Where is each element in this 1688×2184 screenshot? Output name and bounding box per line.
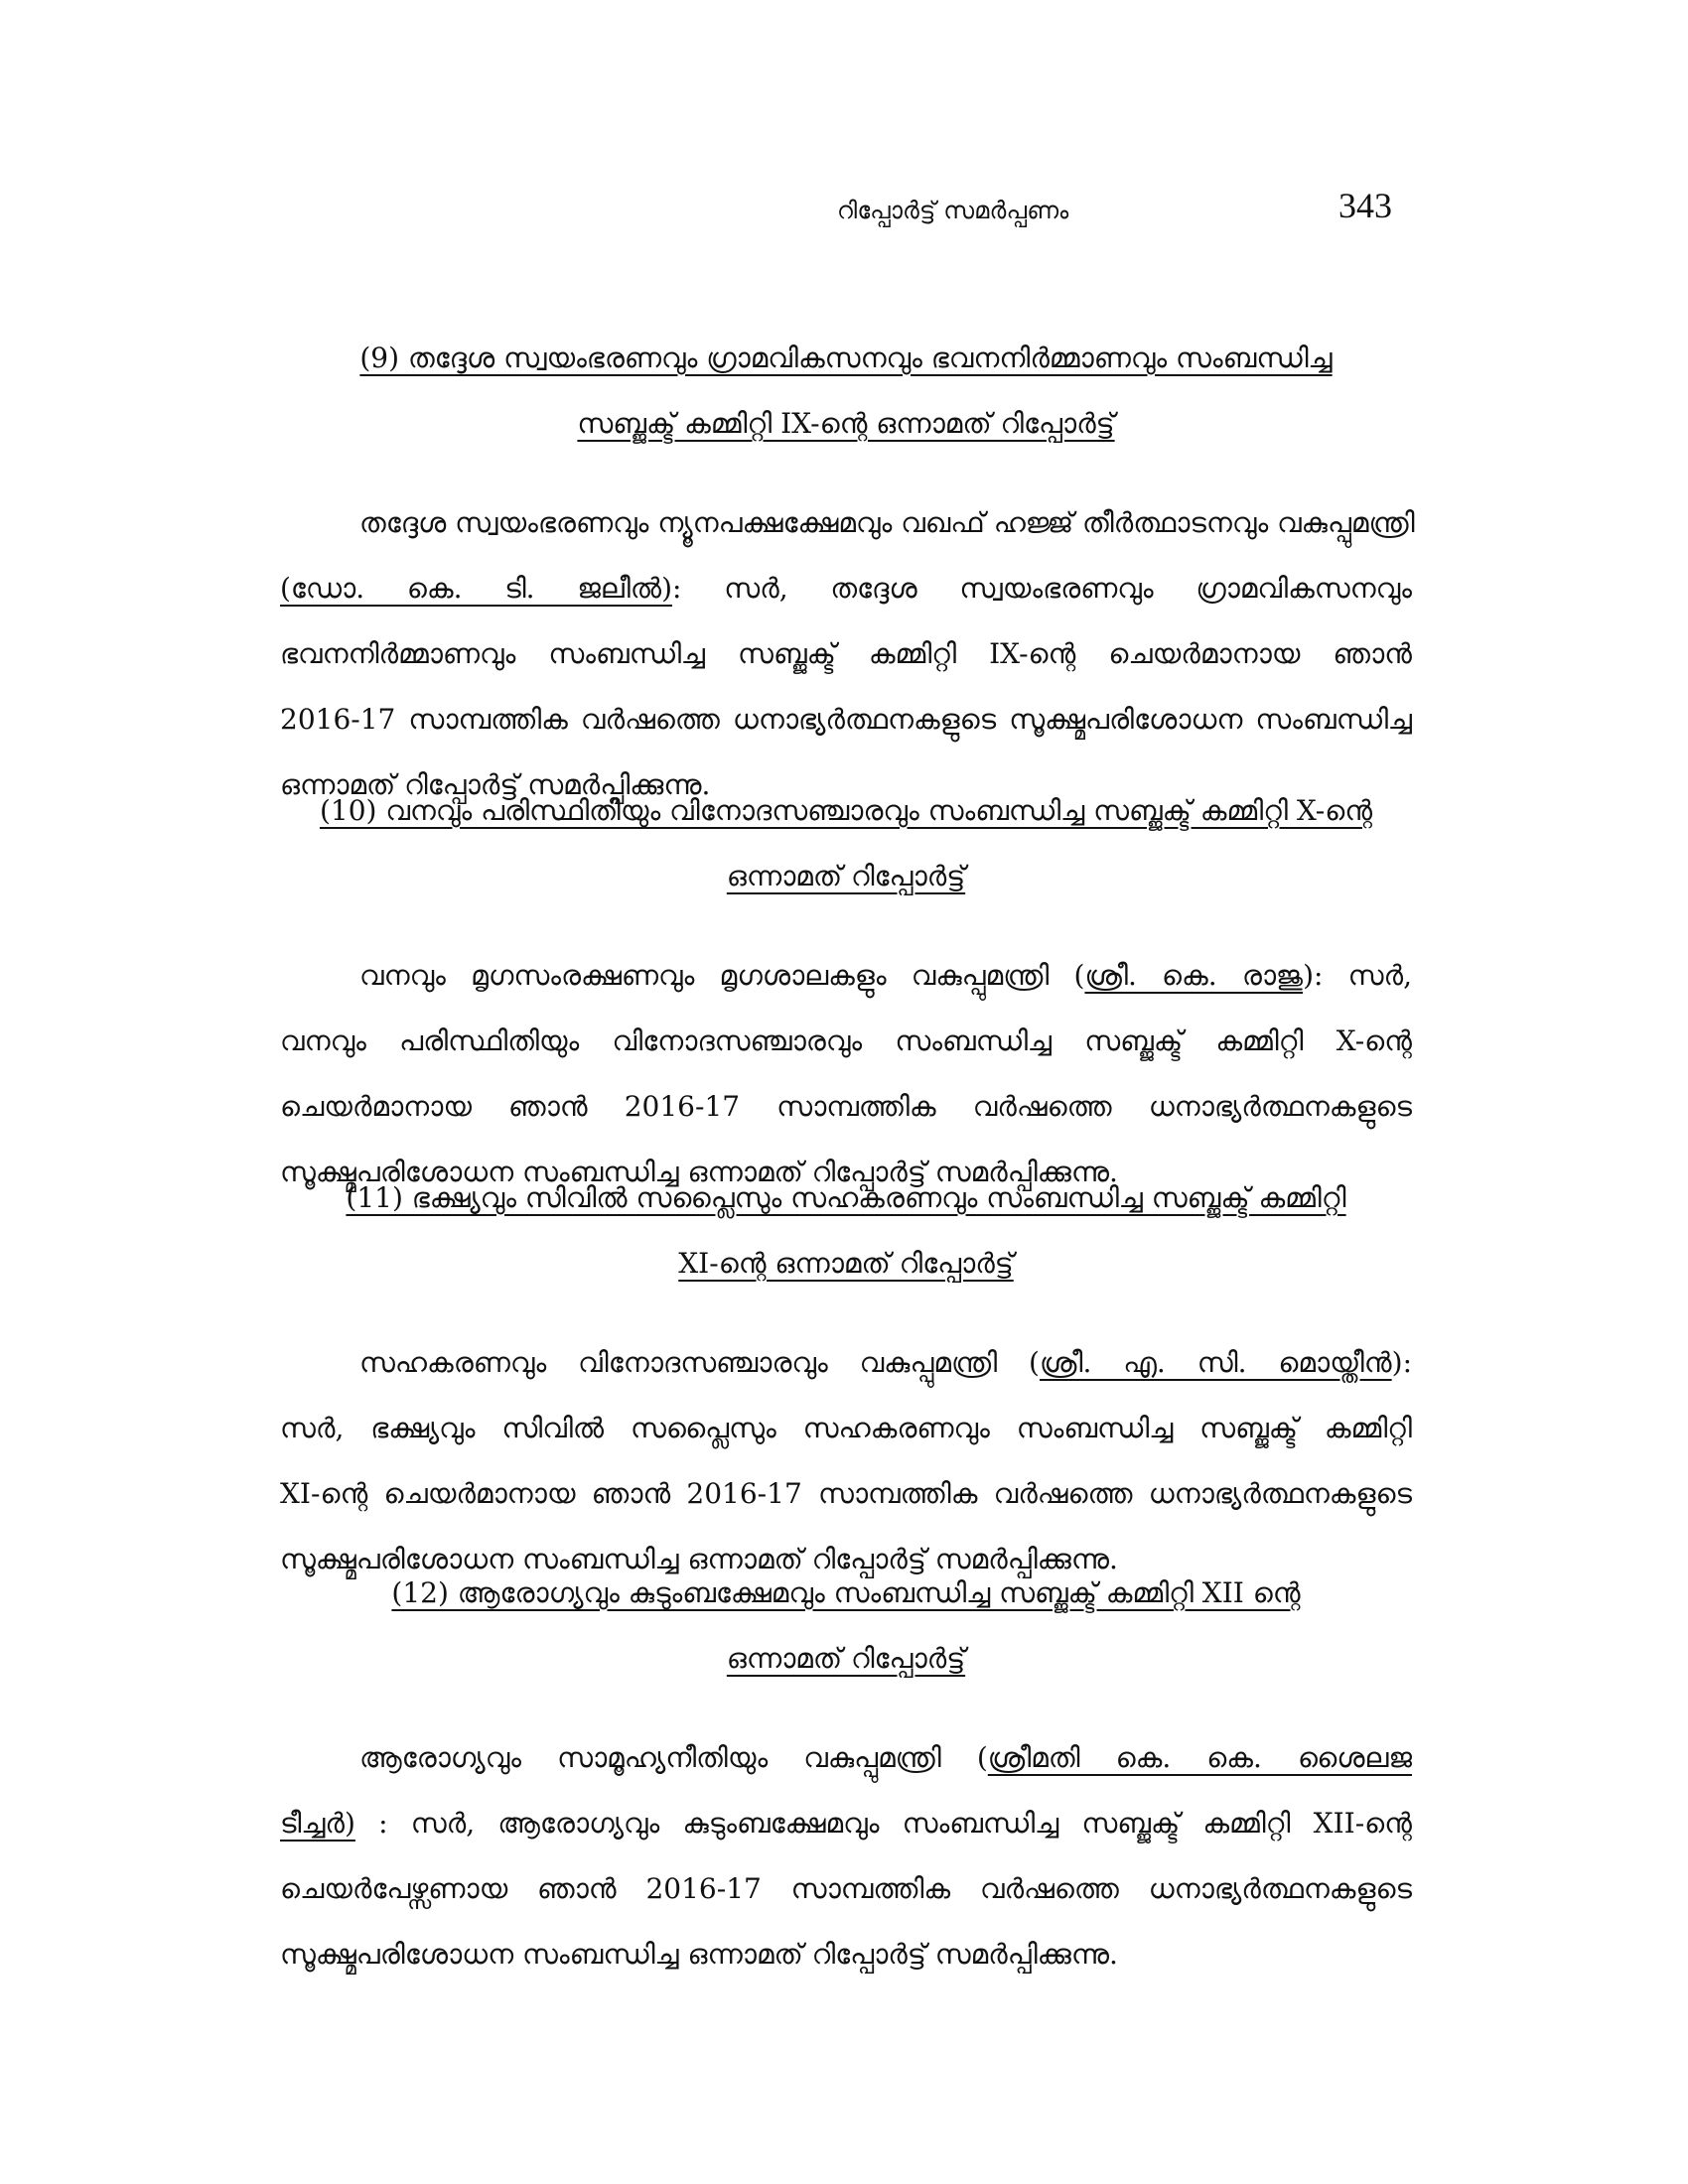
paragraph-line: സർ, ഭക്ഷ്യവും സിവിൽ സപ്ലൈസും സഹകരണവും സംബന്ധിച്ച സബ്ജക്ട് കമ്മിറ്റി <box>280 1412 1412 1444</box>
section-11 <box>280 1165 1412 1592</box>
paragraph-text: ആരോഗ്യവും സാമൂഹ്യനീതിയും വകുപ്പുമന്ത്രി ( <box>359 1741 988 1774</box>
paragraph-text: വനവും മൃഗസംരക്ഷണവും മൃഗശാലകളും വകുപ്പുമന്ത്രി ( <box>359 959 1085 992</box>
section-heading <box>280 778 1412 909</box>
paragraph-line: ഒന്നാമത് റിപ്പോർട്ട് സമർപ്പിക്കുന്നു. <box>280 768 711 801</box>
paragraph-text: : സർ, ആരോഗ്യവും കുടുംബക്ഷേമവും സംബന്ധിച്ച സബ്ജക്ട് കമ്മിറ്റി XII-ന്റെ <box>354 1807 1412 1840</box>
paragraph-line: ചെയർമാനായ ഞാൻ 2016-17 സാമ്പത്തിക വർഷത്തെ ധനാഭ്യർത്ഥനകളുടെ <box>280 1090 1412 1123</box>
paragraph-line: സൂക്ഷ്മപരിശോധന സംബന്ധിച്ച ഒന്നാമത് റിപ്പോർട്ട് സമർപ്പിക്കുന്നു. <box>280 1156 1118 1188</box>
section-heading-line: ഒന്നാമത് റിപ്പോർട്ട് <box>726 1642 966 1675</box>
section-heading <box>280 1561 1412 1692</box>
page-number: 343 <box>1338 186 1392 225</box>
paragraph-text: സഹകരണവും വിനോദസഞ്ചാരവും വകുപ്പുമന്ത്രി ( <box>359 1346 1040 1379</box>
section-heading <box>280 326 1412 457</box>
minister-name: ശ്രീ. എ. സി. മൊയ്തീൻ <box>1039 1346 1392 1379</box>
section-heading-line: XI-ന്റെ ഒന്നാമത് റിപ്പോർട്ട് <box>678 1247 1014 1280</box>
paragraph-line: വനവും പരിസ്ഥിതിയും വിനോദസഞ്ചാരവും സംബന്ധിച്ച സബ്ജക്ട് കമ്മിറ്റി X-ന്റെ <box>280 1024 1412 1057</box>
section-9 <box>280 326 1415 818</box>
minister-name: (ഡോ. കെ. ടി. ജലീൽ) <box>280 572 673 605</box>
minister-name: ശ്രീമതി കെ. കെ. ശൈലജ <box>987 1741 1412 1774</box>
paragraph-text: ): <box>1391 1346 1412 1379</box>
running-header-title: റിപ്പോർട്ട് സമർപ്പണം <box>837 197 1069 224</box>
paragraph-text: ): സർ, <box>1303 959 1413 992</box>
section-paragraph <box>280 1725 1412 1987</box>
minister-name: ടീച്ചർ) <box>280 1807 355 1840</box>
paragraph-text: : സർ, തദ്ദേശ സ്വയംഭരണവും ഗ്രാമവികസനവും <box>672 572 1412 605</box>
paragraph-line: ചെയർപേഴ്സണായ ഞാൻ 2016-17 സാമ്പത്തിക വർഷത്തെ ധനാഭ്യർത്ഥനകളുടെ <box>280 1872 1412 1905</box>
section-heading-line: (9) തദ്ദേശ സ്വയംഭരണവും ഗ്രാമവികസനവും ഭവനനിർമ്മാണവും സംബന്ധിച്ച <box>359 341 1333 374</box>
minister-name: ശ്രീ. കെ. രാജു <box>1084 959 1304 992</box>
paragraph-line <box>280 1330 1412 1396</box>
section-heading-line: (10) വനവും പരിസ്ഥിതിയും വിനോദസഞ്ചാരവും സംബന്ധിച്ച സബ്ജക്ട് കമ്മിറ്റി X-ന്റെ <box>319 794 1373 827</box>
paragraph-line <box>280 1791 1412 1856</box>
paragraph-line: സൂക്ഷ്മപരിശോധന സംബന്ധിച്ച ഒന്നാമത് റിപ്പോർട്ട് സമർപ്പിക്കുന്നു. <box>280 1938 1118 1971</box>
section-heading-line: (11) ഭക്ഷ്യവും സിവിൽ സപ്ലൈസും സഹകരണവും സംബന്ധിച്ച സബ്ജക്ട് കമ്മിറ്റി <box>346 1181 1346 1214</box>
paragraph-line <box>280 556 1412 621</box>
section-heading-line: ഒന്നാമത് റിപ്പോർട്ട് <box>726 860 966 892</box>
paragraph-line: 2016-17 സാമ്പത്തിക വർഷത്തെ ധനാഭ്യർത്ഥനകളുടെ സൂക്ഷ്മപരിശോധന സംബന്ധിച്ച <box>280 703 1412 736</box>
paragraph-line: സൂക്ഷ്മപരിശോധന സംബന്ധിച്ച ഒന്നാമത് റിപ്പോർട്ട് സമർപ്പിക്കുന്നു. <box>280 1543 1118 1575</box>
paragraph-line: XI-ന്റെ ചെയർമാനായ ഞാൻ 2016-17 സാമ്പത്തിക വർഷത്തെ ധനാഭ്യർത്ഥനകളുടെ <box>280 1477 1412 1510</box>
section-heading-line: സബ്ജക്ട് കമ്മിറ്റി IX-ന്റെ ഒന്നാമത് റിപ്പോർട്ട് <box>577 407 1115 440</box>
section-10 <box>280 778 1412 1205</box>
section-12 <box>280 1561 1412 1987</box>
section-paragraph <box>280 490 1415 818</box>
paragraph-line <box>280 1725 1412 1791</box>
paragraph-line: ഭവനനിർമ്മാണവും സംബന്ധിച്ച സബ്ജക്ട് കമ്മിറ്റി IX-ന്റെ ചെയർമാനായ ഞാൻ <box>280 637 1412 670</box>
paragraph-line <box>280 943 1412 1009</box>
section-paragraph <box>280 1330 1412 1592</box>
paragraph-line: തദ്ദേശ സ്വയംഭരണവും ന്യൂനപക്ഷക്ഷേമവും വഖഫ് ഹജ്ജ് തീർത്ഥാടനവും വകുപ്പുമന്ത്രി <box>359 506 1415 539</box>
section-heading-line: (12) ആരോഗ്യവും കുടുംബക്ഷേമവും സംബന്ധിച്ച സബ്ജക്ട് കമ്മിറ്റി XII ന്റെ <box>391 1576 1301 1609</box>
section-heading <box>280 1165 1412 1297</box>
